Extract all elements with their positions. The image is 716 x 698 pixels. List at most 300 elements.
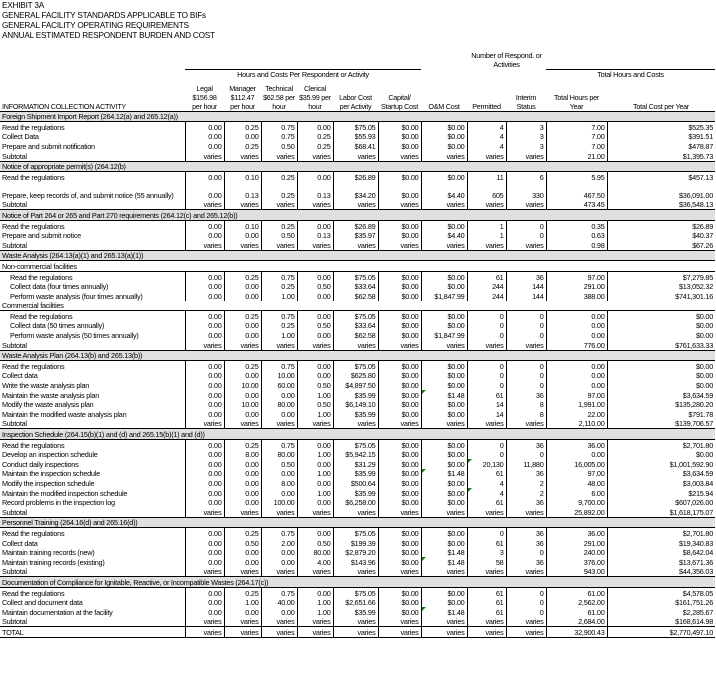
cell-value: $4,578.05: [607, 587, 715, 597]
cell-value: 330: [506, 182, 546, 200]
cell-value: varies: [333, 567, 378, 577]
table-row: [0, 440, 715, 450]
cell-value: $168,614.98: [607, 617, 715, 627]
subgroup-title: Non-commercial facilities: [0, 261, 715, 272]
cell-value: $0.00: [378, 141, 421, 151]
cell-value: 10.00: [261, 371, 297, 381]
section-header-row: [0, 250, 715, 261]
cell-value: 0.00: [185, 282, 224, 292]
cell-value: $36,091.00: [607, 182, 715, 200]
cell-value: $0.00: [421, 538, 467, 548]
cell-value: 0: [467, 450, 506, 460]
cell-value: $0.00: [378, 409, 421, 419]
cell-value: $36,548.13: [607, 200, 715, 210]
cell-value: 0.00: [297, 587, 333, 597]
cell-value: 0.00: [185, 291, 224, 301]
cell-value: 0.00: [297, 498, 333, 508]
cell-value: 36: [506, 469, 546, 479]
subgroup-row: [0, 261, 715, 272]
cell-value: 60.00: [261, 380, 297, 390]
cell-value: $0.00: [378, 450, 421, 460]
activity-label: Read the regulations: [2, 588, 65, 598]
cell-value: 0: [467, 311, 506, 321]
cell-value: $0.00: [378, 361, 421, 371]
cell-value: $2,879.20: [333, 548, 378, 558]
cell-value: varies: [333, 627, 378, 638]
cell-value: 0: [467, 440, 506, 450]
cell-value: $135,280.20: [607, 400, 715, 410]
cell-value: $0.00: [378, 172, 421, 182]
section-title: Foreign Shipment Import Report (264.12(a) and 265.12(a)): [0, 111, 715, 122]
table-row: [0, 450, 715, 460]
table-row: [0, 587, 715, 597]
cell-value: 0.00: [297, 291, 333, 301]
activity-label: Collect Data: [2, 132, 39, 142]
activity-label: Read the regulations: [2, 528, 65, 538]
cell-value: 0: [506, 311, 546, 321]
cell-value: 0.00: [224, 498, 261, 508]
cell-value: 0.00: [297, 528, 333, 538]
cell-value: 3: [506, 141, 546, 151]
cell-value: varies: [378, 151, 421, 161]
table-row: [0, 330, 715, 340]
cell-value: 0.00: [185, 598, 224, 608]
cell-value: $0.00: [378, 478, 421, 488]
cell-value: 1.00: [224, 598, 261, 608]
cell-value: 0.25: [261, 321, 297, 331]
col-om-cost: O&M Cost: [421, 79, 467, 111]
cell-value: varies: [467, 567, 506, 577]
activity-label: Maintain documentation at the facility: [2, 607, 113, 617]
cell-value: 467.50: [546, 182, 607, 200]
cell-value: varies: [506, 151, 546, 161]
cell-value: 0.00: [185, 538, 224, 548]
cell-value: $0.00: [421, 450, 467, 460]
cell-value: 0.00: [224, 607, 261, 617]
cell-value: 244: [467, 291, 506, 301]
cell-value: 0.25: [224, 122, 261, 132]
cell-value: varies: [185, 567, 224, 577]
cell-value: 0.00: [185, 271, 224, 281]
cell-value: 6.00: [546, 488, 607, 498]
cell-value: 0.00: [224, 321, 261, 331]
activity-label: Subtotal: [0, 507, 185, 517]
cell-value: varies: [297, 151, 333, 161]
cell-value: varies: [378, 507, 421, 517]
cell-value: $35.99: [333, 607, 378, 617]
cell-value: 0.50: [297, 321, 333, 331]
cell-value: $35.99: [333, 469, 378, 479]
cell-value: 0: [506, 548, 546, 558]
cell-value: varies: [297, 617, 333, 627]
cell-value: 4: [467, 132, 506, 142]
cell-value: 10.00: [224, 400, 261, 410]
cell-value: varies: [261, 151, 297, 161]
cell-value: 0: [467, 528, 506, 538]
cell-value: 21.00: [546, 151, 607, 161]
cell-value: 0.13: [297, 231, 333, 241]
cell-value: 61: [467, 498, 506, 508]
cell-value: 0.75: [261, 271, 297, 281]
activity-label: Read the regulations: [10, 272, 73, 282]
cell-value: 2: [506, 478, 546, 488]
cell-value: varies: [224, 617, 261, 627]
cell-value: 97.00: [546, 271, 607, 281]
group-header-total: Total Hours and Costs: [546, 69, 715, 79]
activity-label: Conduct daily inspections: [2, 459, 79, 469]
cell-value: $35.99: [333, 409, 378, 419]
cell-value: $1,847.99: [421, 330, 467, 340]
cell-value: 0: [467, 380, 506, 390]
cell-value: 0.25: [224, 528, 261, 538]
cell-value: 1.00: [261, 330, 297, 340]
cell-value: $0.00: [421, 409, 467, 419]
section-header-row: [0, 429, 715, 440]
cell-value: 1.00: [297, 390, 333, 400]
cell-value: 0.13: [224, 182, 261, 200]
cell-value: $0.00: [378, 469, 421, 479]
cell-value: 4: [467, 122, 506, 132]
cell-value: 0: [506, 380, 546, 390]
cell-value: varies: [333, 151, 378, 161]
cell-value: 0: [506, 450, 546, 460]
cell-value: 0.00: [224, 557, 261, 567]
cell-value: 0: [506, 220, 546, 230]
cell-value: varies: [224, 200, 261, 210]
cell-value: $67.26: [607, 240, 715, 250]
cell-value: 61: [467, 598, 506, 608]
cell-value: varies: [224, 240, 261, 250]
cell-value: 20,130: [467, 459, 506, 469]
exhibit-title: EXHIBIT 3A: [2, 1, 44, 10]
cell-value: 22.00: [546, 409, 607, 419]
cell-value: 0.00: [185, 548, 224, 558]
cell-value: varies: [261, 340, 297, 350]
cell-value: $62.58: [333, 291, 378, 301]
cell-value: 473.45: [546, 200, 607, 210]
cell-value: 4: [467, 488, 506, 498]
cell-value: 3: [506, 122, 546, 132]
cell-value: 7.00: [546, 122, 607, 132]
cell-value: varies: [297, 240, 333, 250]
cell-value: 40.00: [261, 598, 297, 608]
activity-label: Subtotal: [0, 200, 185, 210]
cell-value: $6,258.00: [333, 498, 378, 508]
section-title: Personnel Training (264.16(d) and 265.16(d)): [0, 517, 715, 528]
activity-label: Develop an inspection schedule: [2, 450, 98, 460]
cell-value: $741,301.16: [607, 291, 715, 301]
cell-value: $75.05: [333, 122, 378, 132]
cell-value: 0.75: [261, 361, 297, 371]
cell-value: 7.00: [546, 132, 607, 142]
cell-value: $1.48: [421, 469, 467, 479]
cell-value: 0.75: [261, 122, 297, 132]
cell-value: $0.00: [378, 231, 421, 241]
cell-value: 6: [506, 172, 546, 182]
cell-value: varies: [333, 240, 378, 250]
cell-value: 291.00: [546, 282, 607, 292]
cell-value: varies: [506, 627, 546, 638]
cell-value: 0.50: [261, 231, 297, 241]
table-row: [0, 528, 715, 538]
col-activity: INFORMATION COLLECTION ACTIVITY: [0, 79, 185, 111]
cell-value: varies: [185, 419, 224, 429]
cell-value: 0.75: [261, 528, 297, 538]
cell-value: 244: [467, 282, 506, 292]
cell-value: varies: [224, 567, 261, 577]
cell-value: $35.99: [333, 390, 378, 400]
cell-value: 0.00: [546, 371, 607, 381]
cell-value: $761,633.33: [607, 340, 715, 350]
activity-label: Modify the waste analysis plan: [2, 400, 94, 410]
cell-value: 2,684.00: [546, 617, 607, 627]
cell-value: 61.00: [546, 587, 607, 597]
cell-value: $75.05: [333, 361, 378, 371]
cell-value: 0.25: [261, 172, 297, 182]
cell-value: $0.00: [421, 371, 467, 381]
cell-value: $0.00: [421, 598, 467, 608]
cell-value: 14: [467, 400, 506, 410]
cell-value: varies: [467, 627, 506, 638]
cell-value: $68.41: [333, 141, 378, 151]
group-header-row-2: [0, 69, 715, 79]
cell-value: varies: [333, 340, 378, 350]
cell-value: varies: [261, 200, 297, 210]
cell-value: $33.64: [333, 282, 378, 292]
table-row: [0, 557, 715, 567]
cell-value: 0.00: [185, 361, 224, 371]
table-row: [0, 122, 715, 132]
table-row: [0, 409, 715, 419]
cell-value: $44,356.03: [607, 567, 715, 577]
cell-value: $0.00: [378, 321, 421, 331]
cell-value: 16,005.00: [546, 459, 607, 469]
cell-value: $139,706.57: [607, 419, 715, 429]
cell-value: $0.00: [378, 291, 421, 301]
cell-value: 0.00: [185, 231, 224, 241]
activity-label: Subtotal: [0, 151, 185, 161]
group-header-row-1: [0, 52, 715, 69]
col-total-cost: Total Cost per Year: [607, 79, 715, 111]
cell-value: $0.00: [607, 380, 715, 390]
cell-value: $26.89: [607, 220, 715, 230]
cell-value: varies: [378, 617, 421, 627]
cell-value: 0.50: [297, 400, 333, 410]
cell-value: 2,110.00: [546, 419, 607, 429]
activity-label: Subtotal: [0, 240, 185, 250]
activity-label: Collect data: [2, 371, 38, 381]
cell-value: $7,279.85: [607, 271, 715, 281]
cell-value: 0: [506, 361, 546, 371]
cell-value: 0.00: [297, 371, 333, 381]
cell-value: 25,892.00: [546, 507, 607, 517]
cell-value: 0.00: [185, 498, 224, 508]
table-row: [0, 361, 715, 371]
cell-value: varies: [467, 507, 506, 517]
cell-value: $0.00: [607, 321, 715, 331]
cell-value: 0: [467, 330, 506, 340]
cell-value: 0.00: [261, 469, 297, 479]
activity-label: Maintain the inspection schedule: [2, 469, 100, 479]
cell-value: 0.25: [261, 220, 297, 230]
activity-label: Collect data: [2, 538, 38, 548]
cell-value: varies: [261, 617, 297, 627]
cell-value: 2.00: [261, 538, 297, 548]
cell-value: 0.25: [261, 182, 297, 200]
activity-label: TOTAL: [0, 627, 185, 638]
col-total-hours: Total Hours per Year: [546, 79, 607, 111]
cell-value: 0.00: [261, 409, 297, 419]
cell-value: $13,052.32: [607, 282, 715, 292]
cell-value: 1.00: [297, 488, 333, 498]
cell-value: 1: [467, 231, 506, 241]
table-row: [0, 548, 715, 558]
activity-label: Write the waste analysis plan: [2, 381, 90, 391]
cell-value: 0.50: [297, 282, 333, 292]
cell-value: 8: [506, 409, 546, 419]
col-labor-cost: Labor Cost per Activity: [333, 79, 378, 111]
cell-value: 0.00: [297, 440, 333, 450]
cell-value: $0.00: [421, 122, 467, 132]
cell-value: 0.00: [297, 361, 333, 371]
activity-label: Collect data (four times annually): [10, 282, 109, 292]
cell-value: $26.89: [333, 220, 378, 230]
subtotal-row: [0, 419, 715, 429]
cell-value: $13,671.36: [607, 557, 715, 567]
cell-value: $62.58: [333, 330, 378, 340]
table-row: [0, 459, 715, 469]
cell-value: $0.00: [421, 498, 467, 508]
cell-value: $2,701.80: [607, 528, 715, 538]
cell-value: 0.00: [185, 557, 224, 567]
subtotal-row: [0, 627, 715, 638]
cell-value: 0.00: [185, 330, 224, 340]
cell-value: 376.00: [546, 557, 607, 567]
cell-value: 80.00: [297, 548, 333, 558]
cell-value: $0.00: [421, 220, 467, 230]
cell-value: 0.00: [185, 587, 224, 597]
cell-value: $0.00: [607, 371, 715, 381]
subtotal-row: [0, 240, 715, 250]
table-row: [0, 400, 715, 410]
cell-value: $1,001,592.90: [607, 459, 715, 469]
column-header-row: [0, 79, 715, 111]
cell-value: 2,562.00: [546, 598, 607, 608]
cell-value: $0.00: [421, 311, 467, 321]
cell-value: 5.95: [546, 172, 607, 182]
cell-value: $0.00: [378, 598, 421, 608]
cell-value: 0.13: [297, 182, 333, 200]
cell-value: 0.00: [185, 321, 224, 331]
cell-value: 0.00: [185, 311, 224, 321]
cell-value: 0.25: [224, 141, 261, 151]
table-row: [0, 311, 715, 321]
cell-value: 1.00: [297, 607, 333, 617]
cell-value: varies: [506, 340, 546, 350]
cell-value: varies: [506, 419, 546, 429]
cell-value: 8.00: [224, 450, 261, 460]
exhibit-subtitle-2: GENERAL FACILITY OPERATING REQUIREMENTS: [2, 21, 189, 30]
cell-value: $31.29: [333, 459, 378, 469]
table-row: [0, 132, 715, 142]
cell-value: varies: [297, 507, 333, 517]
cell-value: $0.00: [378, 528, 421, 538]
cell-value: $0.00: [421, 132, 467, 142]
cell-value: $0.00: [378, 607, 421, 617]
cell-value: $0.00: [607, 311, 715, 321]
cell-value: varies: [185, 627, 224, 638]
cell-value: $0.00: [421, 321, 467, 331]
cell-value: 0.25: [297, 141, 333, 151]
cell-value: $0.00: [378, 122, 421, 132]
section-title: Waste Analysis (264.13(a)(1) and 265.13(a)(1)): [0, 250, 715, 261]
section-header-row: [0, 517, 715, 528]
cell-value: 0.50: [261, 459, 297, 469]
cell-value: varies: [333, 507, 378, 517]
cell-value: 61.00: [546, 607, 607, 617]
cell-value: $8,642.04: [607, 548, 715, 558]
cell-value: 0.00: [185, 528, 224, 538]
cell-value: $0.00: [421, 282, 467, 292]
cell-value: 0.00: [185, 607, 224, 617]
cell-value: 58: [467, 557, 506, 567]
cell-value: $4.40: [421, 182, 467, 200]
cell-value: 0.00: [546, 361, 607, 371]
cell-value: 0.00: [224, 132, 261, 142]
cell-value: 0: [506, 231, 546, 241]
cell-value: 8: [506, 400, 546, 410]
cell-value: $75.05: [333, 528, 378, 538]
cell-value: 0.00: [261, 390, 297, 400]
cell-value: $0.00: [378, 311, 421, 321]
activity-label: Collect data (50 times annually): [10, 321, 105, 331]
exhibit-subtitle-3: ANNUAL ESTIMATED RESPONDENT BURDEN AND COST: [2, 31, 215, 40]
cell-value: $0.00: [421, 400, 467, 410]
cell-value: 0.00: [297, 459, 333, 469]
cell-value: $525.35: [607, 122, 715, 132]
subtotal-row: [0, 567, 715, 577]
cell-value: 0.00: [297, 172, 333, 182]
cell-value: 0.25: [224, 440, 261, 450]
cell-value: $2,770,497.10: [607, 627, 715, 638]
cell-value: 2: [506, 488, 546, 498]
col-manager: Manager $112.47 per hour: [224, 79, 261, 111]
cell-value: 0.75: [261, 440, 297, 450]
cell-value: 0.00: [185, 450, 224, 460]
cell-value: 11,880: [506, 459, 546, 469]
cell-value: 0.50: [297, 538, 333, 548]
section-header-row: [0, 161, 715, 172]
cell-value: 7.00: [546, 141, 607, 151]
cell-value: $3,634.59: [607, 469, 715, 479]
cell-value: varies: [421, 567, 467, 577]
cell-value: $35.99: [333, 488, 378, 498]
cell-value: 0.00: [297, 122, 333, 132]
cell-value: 97.00: [546, 390, 607, 400]
cell-value: 0.00: [297, 311, 333, 321]
cell-value: varies: [297, 200, 333, 210]
cell-value: 36: [506, 528, 546, 538]
cell-value: varies: [333, 200, 378, 210]
table-row: [0, 598, 715, 608]
cell-value: $457.13: [607, 172, 715, 182]
cell-value: varies: [467, 151, 506, 161]
cell-value: 0: [506, 371, 546, 381]
cell-value: 0: [467, 371, 506, 381]
cell-value: varies: [421, 151, 467, 161]
cell-value: 0.25: [224, 311, 261, 321]
activity-label: Read the regulations: [2, 221, 65, 231]
